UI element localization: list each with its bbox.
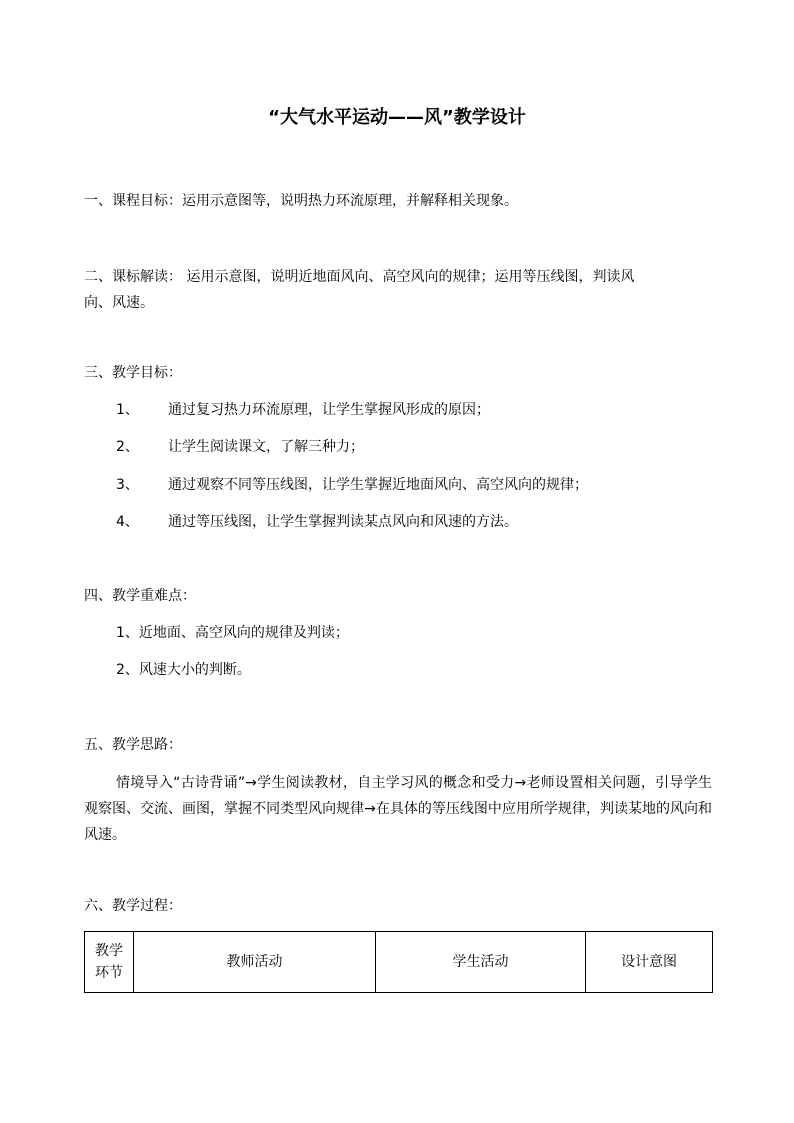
objective-item (116, 399, 490, 421)
objective-text: 让学生阅读课文，了解三种力； (168, 439, 364, 455)
objective-number: 1、 (116, 402, 139, 418)
standard-interpretation-line-2: 向、风速。 (84, 295, 154, 311)
objective-text: 通过观察不同等压线图，让学生掌握近地面风向、高空风向的规律； (168, 477, 588, 493)
objective-number: 2、 (116, 439, 139, 455)
objective-text: 通过等压线图，让学生掌握判读某点风向和风速的方法。 (168, 514, 518, 530)
header-teacher-activity-label: 教师活动 (226, 954, 283, 970)
key-difficulty-item: 1、近地面、高空风向的规律及判读； (116, 625, 349, 641)
key-difficulty-item: 2、风速大小的判断。 (116, 662, 251, 678)
document-title: “大气水平运动——风”教学设计 (268, 107, 526, 128)
teaching-approach-paragraph: 情境导入“古诗背诵”→学生阅读教材，自主学习风的概念和受力→老师设置相关问题，引导学生观察图、交流、画图，掌握不同类型风向规律→在具体的等压线图中应用所学规律，判读某地的风向和风速。 (84, 775, 712, 843)
header-teacher-activity (134, 932, 376, 993)
objective-item (116, 474, 588, 496)
teaching-process-heading: 六、教学过程： (84, 898, 182, 914)
header-teaching-stage-line-2: 环节 (95, 965, 123, 981)
header-student-activity (376, 932, 586, 993)
table-header-row (85, 932, 713, 993)
standard-interpretation (84, 264, 712, 316)
teaching-process-table (84, 931, 713, 993)
objective-number: 3、 (116, 477, 139, 493)
header-teaching-stage-line-1: 教学 (95, 943, 123, 959)
header-student-activity-label: 学生活动 (452, 954, 509, 970)
objective-item (116, 511, 518, 533)
header-teaching-stage (85, 932, 134, 993)
header-design-intent (586, 932, 713, 993)
course-objective: 一、课程目标：运用示意图等，说明热力环流原理，并解释相关现象。 (84, 193, 518, 209)
teaching-approach-heading: 五、教学思路： (84, 737, 182, 753)
objective-text: 通过复习热力环流原理，让学生掌握风形成的原因； (168, 402, 490, 418)
teaching-objectives-heading: 三、教学目标： (84, 365, 182, 381)
objective-item (116, 436, 364, 458)
key-difficulties-heading: 四、教学重难点： (84, 588, 196, 604)
standard-interpretation-line-1: 二、课标解读： 运用示意图，说明近地面风向、高空风向的规律；运用等压线图，判读风 (84, 269, 635, 285)
header-design-intent-label: 设计意图 (621, 954, 677, 970)
objective-number: 4、 (116, 514, 139, 530)
